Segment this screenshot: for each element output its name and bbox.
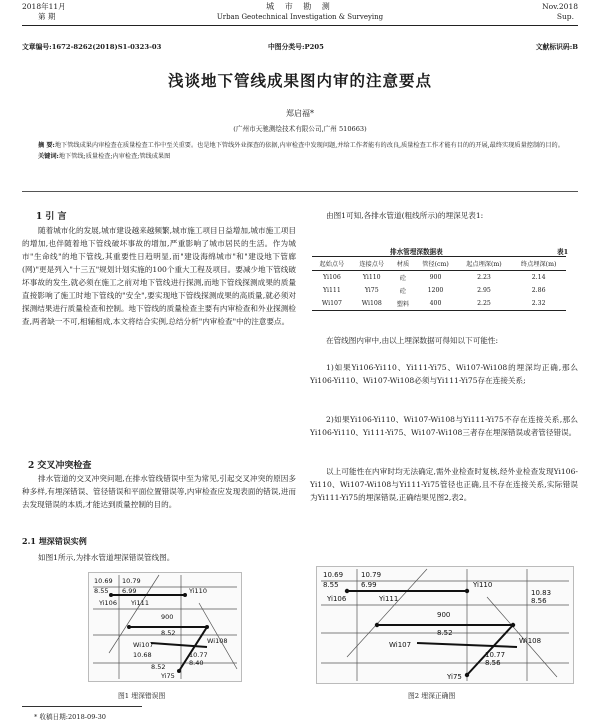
fig2-label: 6.99 <box>361 581 377 589</box>
fig2-label: 8.56 <box>485 659 501 667</box>
fig1-label: Yi110 <box>189 587 207 595</box>
section-2-title: 2 交叉冲突检查 <box>28 461 92 471</box>
header-rule <box>22 25 578 26</box>
analysis-intro: 在管线图内审中,由以上埋深数据可得知以下可能性: <box>326 336 499 345</box>
manhole <box>375 623 379 627</box>
affiliation: (广州市天驰测绘技术有限公司,广州 510663) <box>233 125 367 133</box>
figure-1 <box>88 572 242 682</box>
fig1-label: Wi107 <box>133 641 154 649</box>
manhole <box>465 673 469 677</box>
table-cell: Wi107 <box>312 297 352 311</box>
table-cell: Yi110 <box>362 274 381 281</box>
journal-title-en: Urban Geotechnical Investigation & Surveying <box>216 13 384 21</box>
fig2-label: Yi111 <box>379 595 399 603</box>
manhole <box>511 623 515 627</box>
table-cell: 2.86 <box>531 287 546 294</box>
pipe-wi107-wi108 <box>151 643 207 647</box>
fig2-label: 10.83 <box>531 589 552 597</box>
table1-header: 材质 <box>392 257 415 271</box>
verification-result: 以上可能性在内审时均无法确定,需外业检查时复核,经外业检查发现Yi106-Yi110、Wi107-Wi108与Yi111-Yi75管径也正确,且不存在连接关系,实际错误为Yi111-Yi75的埋深错误,正确结果见图2,表2。 <box>310 467 578 502</box>
fig1-label: 6.99 <box>122 587 137 595</box>
table1-header-row <box>312 257 566 271</box>
paper-title: 浅谈地下管线成果图内审的注意要点 <box>167 71 432 90</box>
table-row <box>312 271 566 285</box>
fig1-label: 8.52 <box>161 629 176 637</box>
fig2-label: Wi108 <box>519 637 542 645</box>
fig2-label: Wi107 <box>389 641 412 649</box>
fig1-label: 8.55 <box>94 587 109 595</box>
keywords: 地下管线;质量检查;内审检查;管线成果图 <box>58 153 171 160</box>
fig2-label: 10.69 <box>323 571 344 579</box>
figure-2 <box>316 566 574 684</box>
figure-2-caption: 图2 埋深正确图 <box>408 692 456 700</box>
table-cell: 塑料 <box>392 297 415 311</box>
manhole <box>177 669 181 673</box>
fig1-label: 8.52 <box>151 663 166 671</box>
abstract-label: 摘 要: <box>38 142 55 149</box>
manhole <box>205 625 209 629</box>
figure-1-caption: 图1 埋深错误图 <box>118 692 166 700</box>
table-intro: 由图1可知,各排水管道(粗线所示)的埋深见表1: <box>326 211 484 220</box>
table-cell: 2.14 <box>531 274 546 281</box>
table-row <box>312 284 566 297</box>
fig2-label: 900 <box>437 611 451 619</box>
footnote-rule <box>22 706 142 707</box>
fig1-label: 10.77 <box>189 651 208 659</box>
table1-number: 表1 <box>557 248 569 256</box>
manhole <box>127 625 131 629</box>
fig2-label: 8.52 <box>437 629 453 637</box>
table1-header: 起点埋深(m) <box>457 257 512 271</box>
fig1-label: Yi111 <box>131 599 149 607</box>
table-cell: Yi75 <box>364 287 379 294</box>
fig2-label: Yi110 <box>473 581 493 589</box>
fig1-label: 10.69 <box>94 577 113 585</box>
manhole <box>109 593 113 597</box>
fig2-label: 8.56 <box>531 597 547 605</box>
manhole <box>345 589 349 593</box>
fig2-label: 10.77 <box>485 651 506 659</box>
table-cell: Yi106 <box>323 274 341 281</box>
table-cell: Yi111 <box>323 287 341 294</box>
manhole <box>465 589 469 593</box>
table-cell: 砼 <box>399 288 407 295</box>
fig2-label: Yi75 <box>447 673 462 681</box>
fig2-label: Yi106 <box>327 595 347 603</box>
abstract <box>38 140 568 162</box>
table1-header: 连接点号 <box>352 257 392 271</box>
section-1-title: 1 引 言 <box>36 212 67 222</box>
section-1-body: 随着城市化的发展,城市建设越来越频繁,城市施工项目日益增加,城市施工项目的增加,也伴随着地下管线破坏事故的增加,严重影响了城市居民的生活。作为城市"生命线"的地下管线,其重要性日趋明显,而"建设海绵城市"和"建设地下管廊(网)"更是列入"十三五"规划计划实施的100个重大工程及项目。要减少地下管线破坏事故的发生,就必须在施工之前对地下管线进行探测,而地下管线探测成果的质量直接影响了施工时地下管线的"安全",要实现地下管线探测成果的高质量,就必须对探测结果进行质量检查和控制。地下管线的质量检查主要有内审检查和外业探测检查,两者缺一不可,相辅相成,本文将结合实例,总结分析"内审检查"中的注意要点。 <box>22 226 296 326</box>
table1-header: 管径(cm) <box>414 257 456 271</box>
table1-header: 终点埋深(m) <box>511 257 566 271</box>
fig1-label: 900 <box>161 613 174 621</box>
section-2-1-title: 2.1 埋深错误实例 <box>22 536 87 546</box>
fig2-label: 10.79 <box>361 571 382 579</box>
table-cell: 2.23 <box>477 274 491 281</box>
possibility-1: 1)如果Yi106-Yi110、Yi111-Yi75、Wi107-Wi108的埋深均正确,那么Yi106-Yi110、Wi107-Wi108必须与Yi111-Yi75存在连接关系; <box>310 363 578 385</box>
table1-title: 排水管埋深数据表 <box>390 248 443 256</box>
table-cell: 400 <box>414 297 456 311</box>
abstract-rule <box>22 191 578 192</box>
doc-code: 文献标识码:B <box>535 43 578 51</box>
table1 <box>312 256 566 311</box>
table-cell: 2.95 <box>477 287 491 294</box>
possibility-2: 2)如果Yi106-Yi110、Wi107-Wi108与Yi111-Yi75不存在连接关系,那么Yi106-Yi110、Yi111-Yi75、Wi107-Wi108三者存在埋深错误或者管径错误。 <box>310 415 578 437</box>
class-number: 中图分类号:P205 <box>268 43 324 51</box>
fig1-label: 8.40 <box>189 659 204 667</box>
footnote: * 收稿日期:2018-09-30 <box>34 713 107 721</box>
abstract-text: 地下管线成果内审检查在质量检查工作中至关重要。也是地下管线外业探查的依据,内审检查中发现问题,并给工作者能有的改良,质量检查工作才能有目的的开展,最终实现质量控制的目的。 <box>54 142 564 149</box>
section-2-1-body: 如图1所示,为排水管道埋深错误管线图。 <box>38 553 175 562</box>
fig1-label: Yi75 <box>161 672 175 680</box>
fig1-label: Yi106 <box>99 599 117 607</box>
fig1-label: 10.79 <box>122 577 141 585</box>
journal-title: 城 市 勘 测 <box>266 2 334 11</box>
header-date-en: Nov.2018 <box>542 2 578 11</box>
table-row <box>312 297 566 311</box>
header-issue: 第 期 <box>38 12 56 21</box>
fig2-label: 8.55 <box>323 581 339 589</box>
article-number: 文章编号:1672-8262(2018)S1-0323-03 <box>22 43 162 51</box>
author: 郑启福* <box>286 109 314 118</box>
fig1-label: 10.68 <box>133 651 152 659</box>
table-cell: 2.25 <box>457 297 512 311</box>
table1-header: 起始点号 <box>312 257 352 271</box>
header-issue-en: Sup. <box>556 12 574 21</box>
header-date: 2018年11月 <box>22 2 66 11</box>
fig1-label: Wi108 <box>207 637 228 645</box>
table-cell: 1200 <box>427 287 444 294</box>
table-cell: 砼 <box>399 275 407 282</box>
map-road <box>347 569 557 677</box>
table-cell: Wi108 <box>352 297 392 311</box>
table-cell: 900 <box>429 274 442 281</box>
table-cell: 2.32 <box>511 297 566 311</box>
keywords-label: 关键词: <box>38 153 59 160</box>
section-2-body: 排水管道的交叉冲突问题,在排水管线错误中至为常见,引起交叉冲突的原因多种多样,有埋深错误、管径错误和平面位置错误等,内审检查应发现表面的错误,进而去发现错误的本质,才能达到质量控制的目的。 <box>22 474 296 509</box>
manhole <box>183 593 187 597</box>
